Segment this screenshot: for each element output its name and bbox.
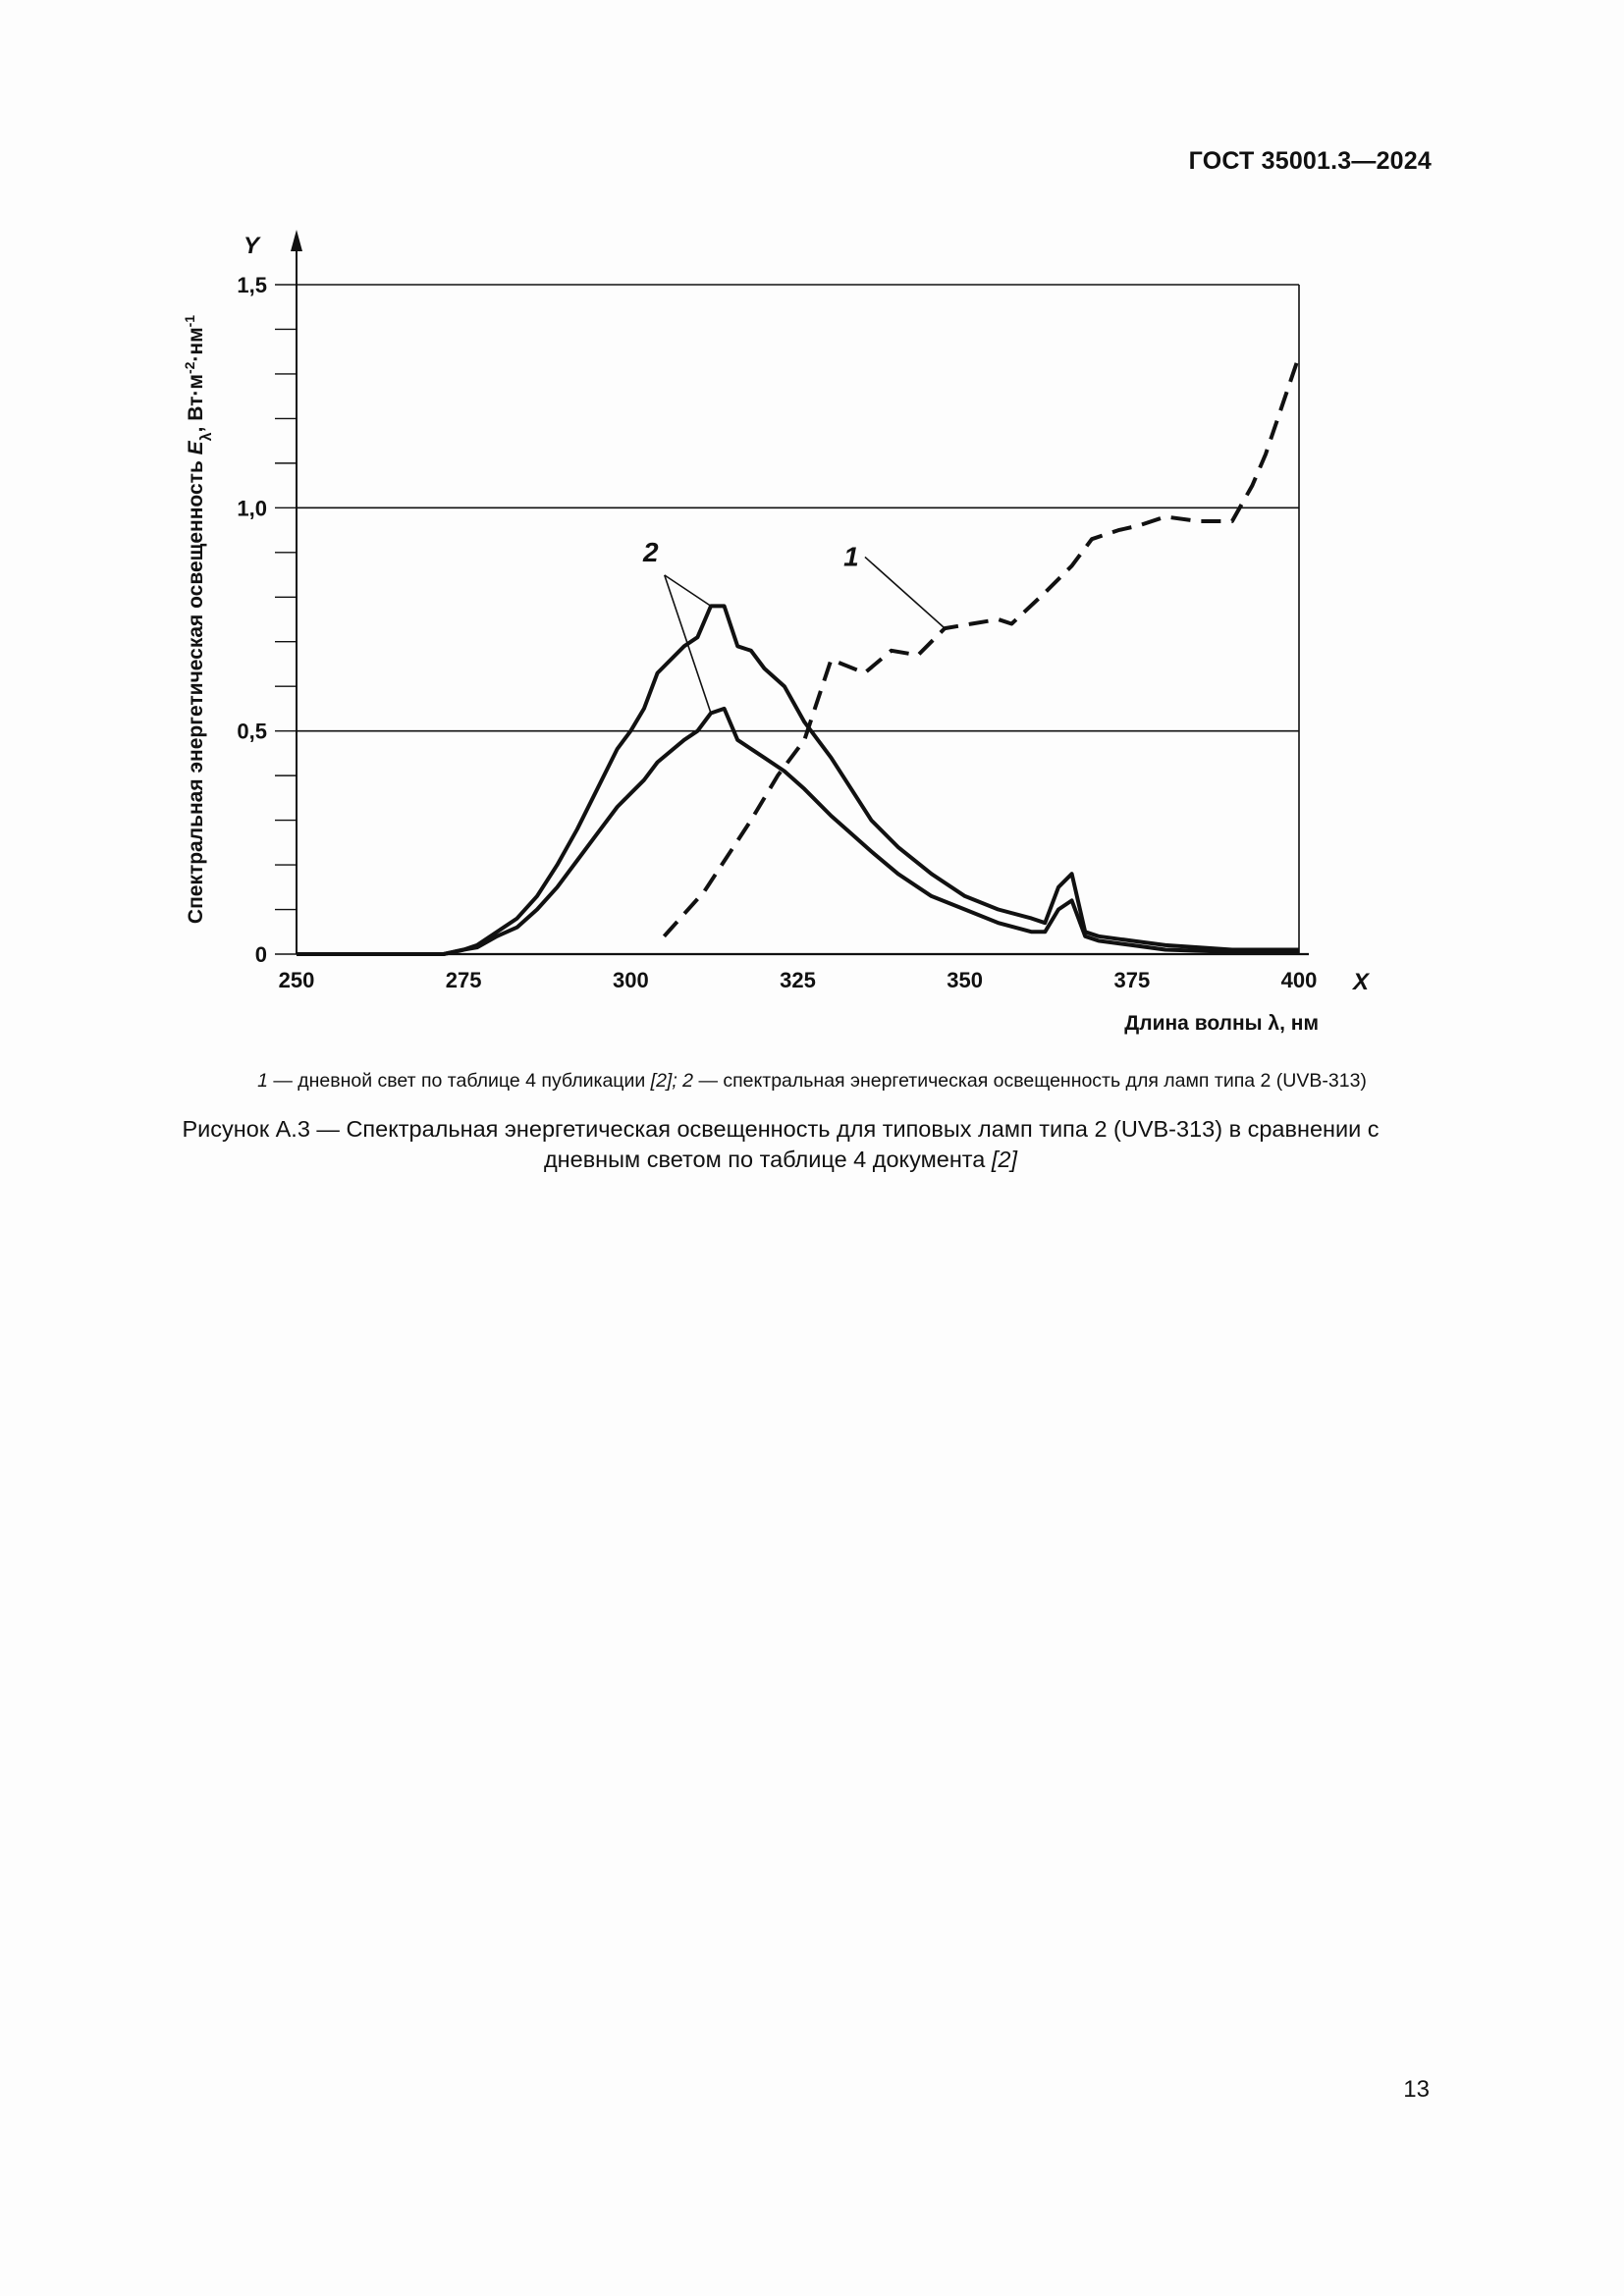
- y-axis-arrow: [291, 230, 302, 251]
- spectral-irradiance-chart: [0, 0, 1624, 1080]
- x-tick-label: 350: [947, 968, 984, 992]
- figure-caption: [128, 1114, 1434, 1175]
- series-marker-2: 2: [642, 536, 659, 567]
- y-tick-label: 1,0: [237, 496, 267, 521]
- caption-line-1: Рисунок А.3 — Спектральная энергетическая освещенность для типовых ламп типа 2 (UVB-313) в сравнении с: [182, 1116, 1380, 1142]
- leader-line-2-1: [665, 575, 711, 714]
- leader-line-2-0: [665, 575, 711, 606]
- leader-line-1: [865, 557, 945, 628]
- y-tick-label: 0: [254, 942, 267, 967]
- x-axis-letter: X: [1353, 969, 1370, 995]
- page-number: 13: [1403, 2076, 1430, 2103]
- series-1-line-0: [664, 356, 1299, 936]
- series-marker-1: 1: [843, 541, 859, 572]
- series-2-line-1: [297, 606, 1299, 954]
- y-tick-label: 1,5: [237, 273, 267, 297]
- y-axis-letter: Y: [244, 233, 260, 259]
- x-tick-label: 325: [780, 968, 816, 992]
- legend-ref-and-number: [2]; 2: [650, 1070, 694, 1092]
- series-2-line-2: [297, 709, 1299, 954]
- x-tick-label: 375: [1113, 968, 1151, 992]
- y-tick-label: 0,5: [237, 719, 267, 744]
- x-tick-label: 400: [1280, 968, 1318, 992]
- legend-text-2: — спектральная энергетическая освещенность для ламп типа 2 (UVB-313): [693, 1070, 1367, 1092]
- caption-reference: [2]: [991, 1147, 1018, 1173]
- legend-series-1-number: 1: [257, 1070, 268, 1092]
- document-standard-number: ГОСТ 35001.3—2024: [1188, 147, 1432, 175]
- x-tick-label: 275: [445, 968, 482, 992]
- figure-legend: [0, 1070, 1624, 1093]
- legend-text-1: — дневной свет по таблице 4 публикации: [267, 1070, 651, 1092]
- x-tick-label: 300: [612, 968, 649, 992]
- x-tick-label: 250: [278, 968, 315, 992]
- y-axis-title: Спектральная энергетическая освещенность $E_\lambda$, $Вт\cdot м^{-2}\cdot нм^{-1}$: [182, 314, 215, 925]
- caption-line-2: дневным светом по таблице 4 документа: [543, 1147, 992, 1173]
- x-axis-title: Длина волны λ, нм: [1124, 1012, 1319, 1035]
